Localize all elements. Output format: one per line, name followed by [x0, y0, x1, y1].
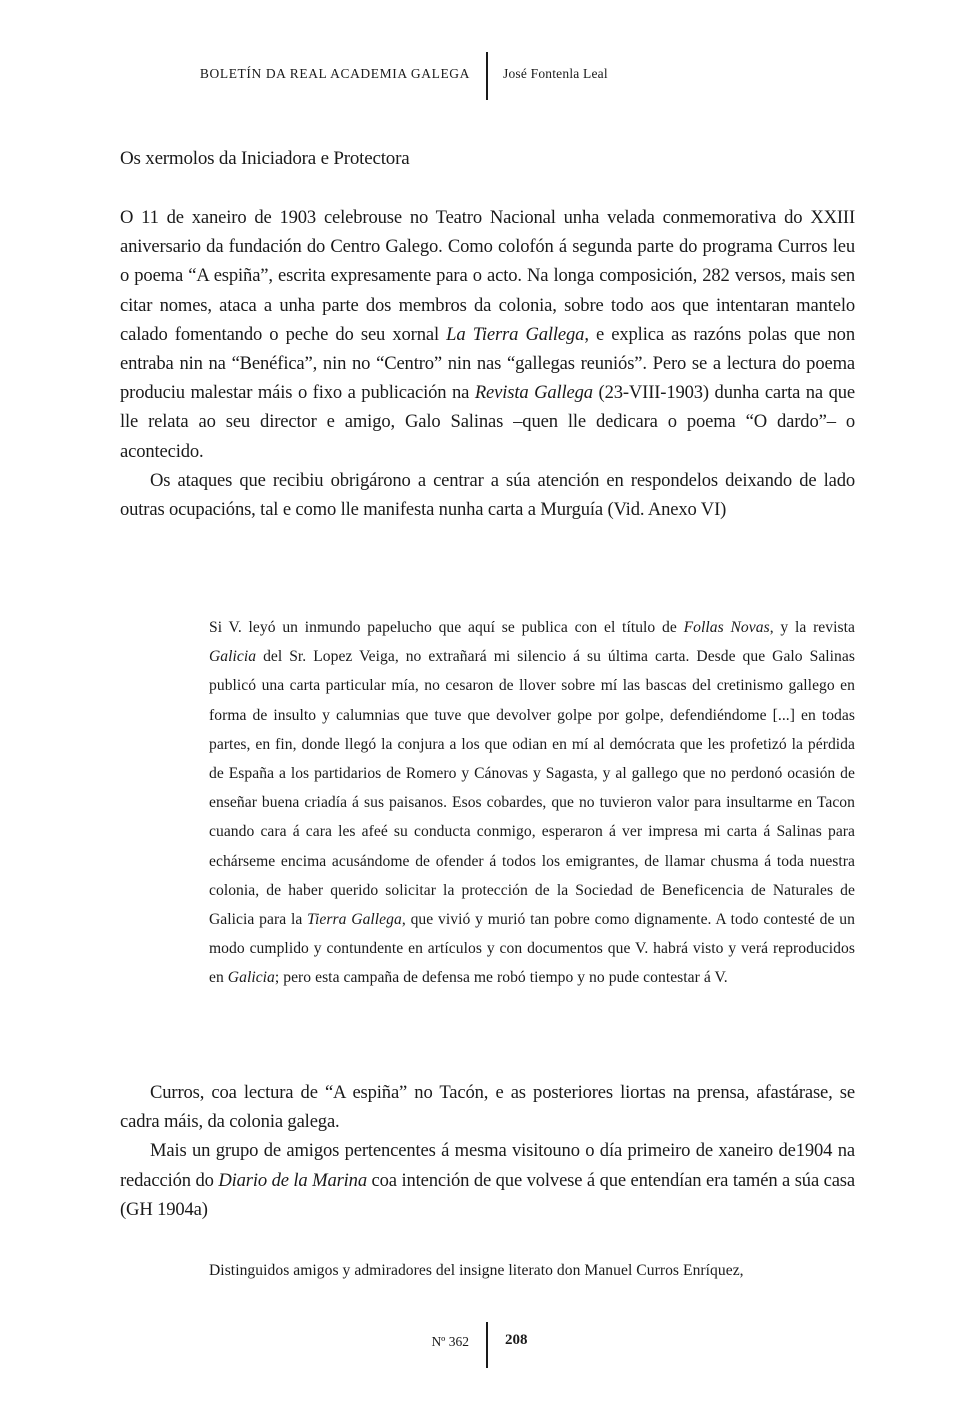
paragraph — [120, 1136, 855, 1224]
italic-title: Galicia — [209, 648, 257, 666]
italic-title: La Tierra Gallega — [446, 323, 585, 345]
italic-title: Revista Gallega — [474, 382, 593, 404]
paragraph — [120, 466, 855, 524]
text-run: del Sr. Lopez Veiga, no extrañará mi silencio á su última carta. Desde que Galo Salinas publicó una carta particular mía, no cesaron de llover sobre mí las bascas del cretinismo gallego en forma de insulto y calumnias que tuve que devolver golpe por golpe, defendiéndome [...] en todas partes, en fin, donde llegó la conjura a los que odian en mí al demócrata que les profetizó la pérdida de España a los partidarios de Romero y Cánovas y Sagasta, y al gallego que no perdonó ocasión de enseñar buena criadía á sus paisanos. Esos cobardes, que no tuvieron valor para insultarme en Tacon cuando cara á cara les afeé su conducta conmigo, esperaron á ver impresa mi carta á Salinas para echárseme encima acusándome de ofender á todos los emigrantes, de llamar chusma á toda nuestra colonia, de haber querido solicitar la protección de la Sociedad de Beneficencia de Naturales de Galicia para la — [209, 648, 855, 929]
italic-title: Galicia — [227, 969, 275, 987]
header-divider — [486, 52, 488, 100]
text-run: Mais un grupo de amigos pertencentes á mesma visitouno o día primeiro de xaneiro de1904 na redacción do — [120, 1140, 855, 1191]
text-run: , e explica as razóns polas que non entraba nin na “Benéfica”, nin no “Centro” nin nas “gallegas reuniós”. Pero se a lectura do poema produciu malestar máis o fixo a publicación na — [120, 323, 855, 404]
block-quote-letter-murguia — [209, 613, 855, 993]
italic-title: Follas Novas — [683, 619, 770, 636]
body-text-block-2 — [120, 1078, 855, 1224]
page-number: 208 — [505, 1332, 528, 1348]
text-run: O 11 de xaneiro de 1903 celebrouse no Teatro Nacional unha velada conmemorativa do XXIII aniversario da fundación do Centro Galego. Como colofón á segunda parte do programa Curros leu o poema “A espiña”, escrita expresamente para o acto. Na longa composición, 282 versos, mais sen citar nomes, ataca a unha parte dos membros da colonia, sobre todo aos que intentaran mantelo calado fomentando o peche do seu xornal — [120, 207, 855, 345]
article-author: José Fontenla Leal — [503, 66, 608, 81]
text-run: Os ataques que recibiu obrigárono a centrar a súa atención en respondelos deixando de lado outras ocupacións, tal e como lle manifesta nunha carta a Murguía (Vid. Anexo VI) — [120, 469, 855, 521]
section-heading: Os xermolos da Iniciadora e Protectora — [120, 148, 410, 169]
paragraph — [120, 203, 855, 466]
text-run: ; pero esta campaña de defensa me robó tiempo y no pude contestar á V. — [274, 969, 728, 987]
italic-title: Tierra Gallega — [307, 911, 402, 929]
block-quote-diario-marina — [209, 1256, 855, 1285]
quote-paragraph — [209, 613, 855, 993]
running-header — [0, 52, 975, 100]
journal-title: BOLETÍN DA REAL ACADEMIA GALEGA — [199, 66, 470, 81]
text-run: , y la revista — [769, 619, 855, 636]
text-run: (23-VIII-1903) dunha carta na que lle relata ao seu director e amigo, Galo Salinas –quen lle dedicara o poema “O dardo”– o acontecido. — [120, 382, 856, 462]
text-run: Distinguidos amigos y admiradores del insigne literato don Manuel Curros Enríquez, — [209, 1262, 744, 1279]
issue-number: Nº 362 — [431, 1334, 469, 1349]
text-run: Curros, coa lectura de “A espiña” no Tacón, e as posteriores liortas na prensa, afastárase, se cadra máis, da colonia galega. — [120, 1082, 855, 1133]
quote-paragraph — [209, 1256, 855, 1285]
text-run: coa intención de que volvese á que entendían era tamén a súa casa (GH 1904a) — [120, 1169, 855, 1220]
text-run: Si V. leyó un inmundo papelucho que aquí se publica con el título de — [209, 619, 684, 636]
paragraph — [120, 1078, 855, 1136]
italic-title: Diario de la Marina — [218, 1169, 367, 1191]
page-footer — [0, 1322, 975, 1368]
body-text-block-1 — [120, 203, 855, 524]
footer-divider — [486, 1322, 488, 1368]
text-run: , que vivió y murió tan pobre como dignamente. A todo contesté de un modo cumplido y contundente en artículos y con documentos que V. habrá visto y verá reproducidos en — [209, 911, 855, 987]
